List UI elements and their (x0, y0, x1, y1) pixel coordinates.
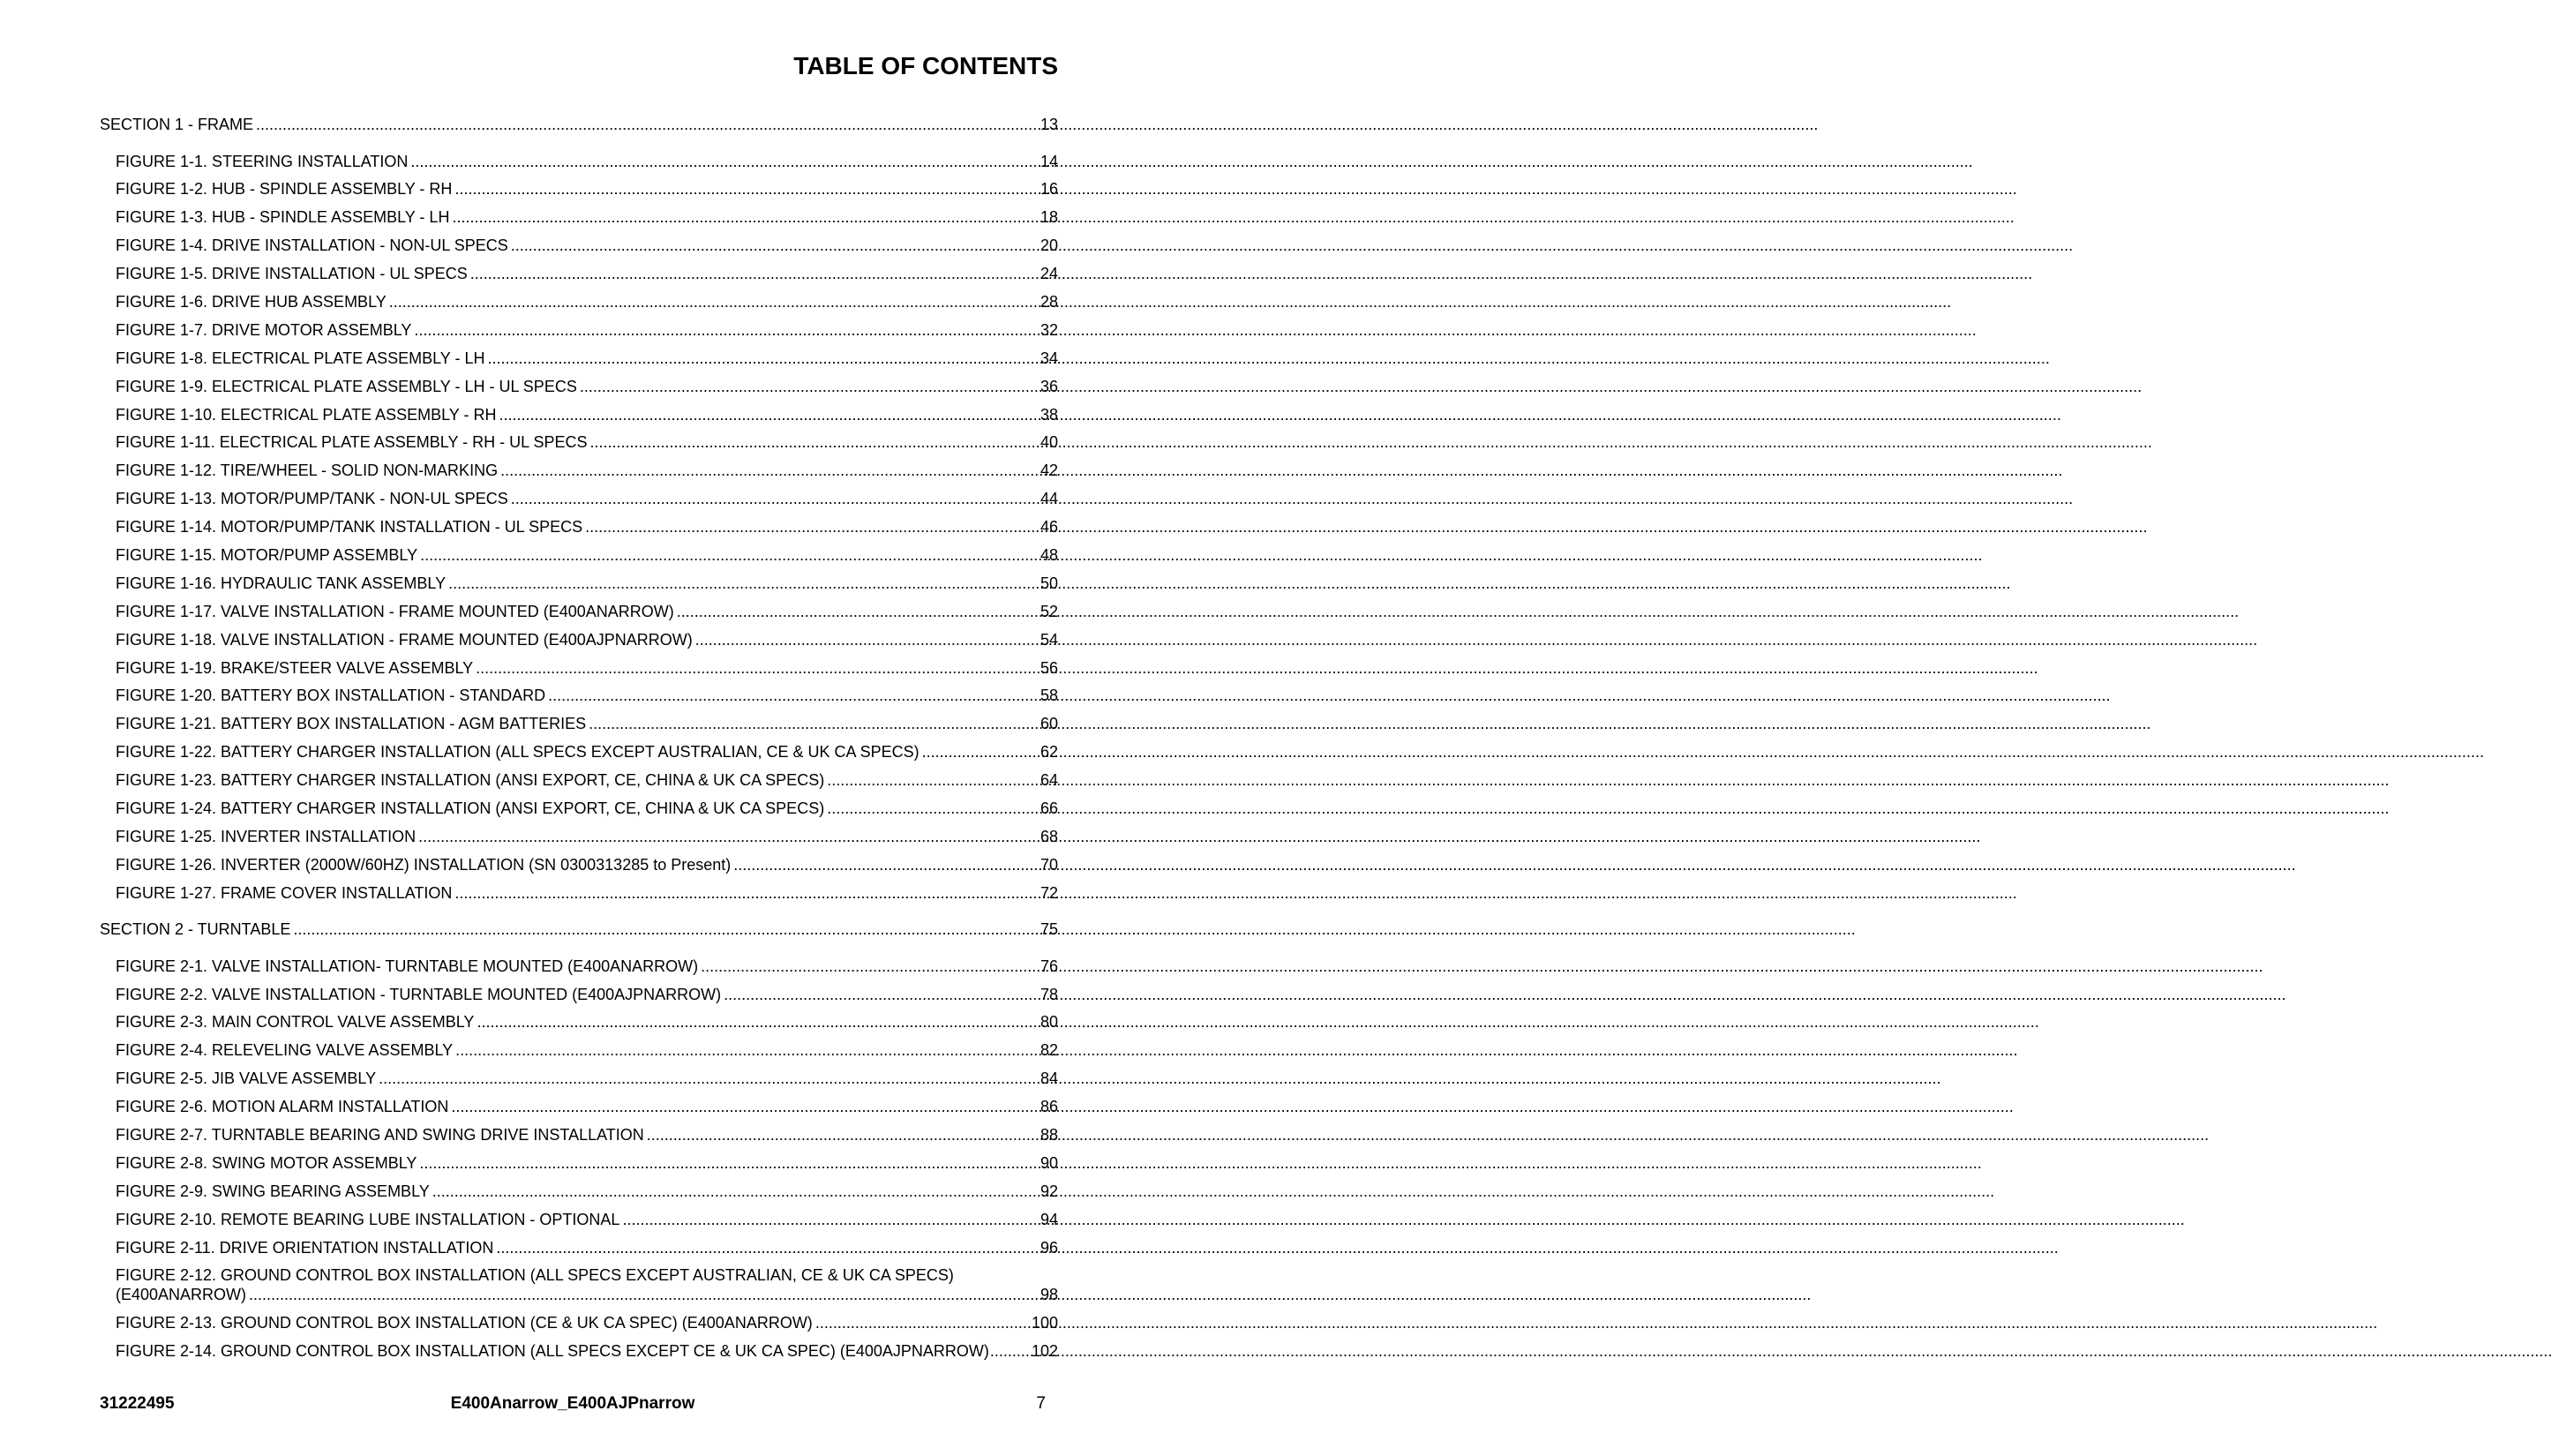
footer-page-number: 7 (1036, 1394, 1046, 1413)
toc-entry-title: FIGURE 1-13. MOTOR/PUMP/TANK - NON-UL SPECS (116, 490, 508, 508)
toc-dot-leader (487, 349, 1038, 368)
toc-dot-leader (580, 377, 1038, 396)
toc-entry-title: FIGURE 2-6. MOTION ALARM INSTALLATION (116, 1098, 449, 1116)
toc-entry-title: FIGURE 2-3. MAIN CONTROL VALVE ASSEMBLY (116, 1013, 475, 1032)
toc-dot-leader (451, 1097, 1038, 1116)
toc-dot-leader (454, 883, 1038, 903)
toc-dot-leader (452, 207, 1038, 227)
toc-entry-page: 54 (1040, 630, 1058, 649)
toc-entry-page: 102 (1031, 1342, 1058, 1361)
toc-entry-title: FIGURE 1-4. DRIVE INSTALLATION - NON-UL SPECS (116, 236, 508, 255)
toc-entry-title: FIGURE 2-9. SWING BEARING ASSEMBLY (116, 1182, 430, 1200)
toc-entry-title: FIGURE 1-14. MOTOR/PUMP/TANK INSTALLATION - UL SPECS (116, 518, 583, 537)
toc-figure-entry (116, 1210, 1058, 1229)
toc-entry-title: FIGURE 1-8. ELECTRICAL PLATE ASSEMBLY - LH (116, 349, 485, 367)
toc-figure-entry (116, 236, 1058, 255)
toc-figure-entry (116, 574, 1058, 593)
toc-entry-title: FIGURE 1-7. DRIVE MOTOR ASSEMBLY (116, 320, 412, 339)
toc-entry-page: 38 (1040, 405, 1058, 424)
toc-figure-entry (116, 714, 1058, 733)
toc-entry-page: 46 (1040, 518, 1058, 537)
toc-entry-page: 60 (1040, 715, 1058, 733)
toc-entry-page: 100 (1031, 1314, 1058, 1332)
toc-entry-title: FIGURE 1-26. INVERTER (2000W/60HZ) INSTALLATION (SN 0300313285 to Present) (116, 855, 732, 874)
toc-entry-page: 18 (1040, 208, 1058, 227)
toc-figure-entry (116, 957, 1058, 976)
toc-figure-entry (116, 1069, 1058, 1088)
toc-figure-entry (116, 377, 1058, 396)
toc-dot-leader (454, 179, 1038, 199)
toc-entry-page: 68 (1040, 827, 1058, 845)
toc-figure-entry (116, 883, 1058, 903)
toc-dot-leader (448, 574, 1038, 593)
toc-entry-title: FIGURE 2-11. DRIVE ORIENTATION INSTALLATION (116, 1238, 494, 1257)
toc-dot-leader (414, 320, 1038, 340)
page-title: TABLE OF CONTENTS (793, 52, 1058, 79)
toc-figure-entry (116, 1097, 1058, 1116)
toc-entry-title: FIGURE 1-1. STEERING INSTALLATION (116, 152, 409, 170)
toc-entry-title: FIGURE 1-16. HYDRAULIC TANK ASSEMBLY (116, 574, 447, 592)
toc-dot-leader (432, 1182, 1038, 1201)
toc-entry-page: 88 (1040, 1126, 1058, 1144)
toc-figure-entry (116, 742, 1058, 762)
toc-entry-page: 96 (1040, 1238, 1058, 1257)
toc-entry-page: 75 (1040, 920, 1058, 939)
toc-figure-entry (116, 1125, 1058, 1145)
toc-entry-page: 56 (1040, 658, 1058, 677)
toc-entry-page: 58 (1040, 687, 1058, 705)
toc-dot-leader (477, 1012, 1038, 1032)
toc-entry-page: 28 (1040, 292, 1058, 311)
toc-entry-page: 66 (1040, 799, 1058, 817)
toc-entry-title: FIGURE 2-10. REMOTE BEARING LUBE INSTALLATION - OPTIONAL (116, 1210, 620, 1228)
toc-dot-leader (500, 461, 1038, 480)
toc-dot-leader (677, 602, 1038, 621)
toc-entry-title: FIGURE 1-19. BRAKE/STEER VALVE ASSEMBLY (116, 658, 474, 677)
toc-entry-title: FIGURE 1-11. ELECTRICAL PLATE ASSEMBLY - RH - UL SPECS (116, 433, 588, 452)
toc-dot-leader (293, 919, 1038, 939)
toc-entry-title: FIGURE 1-21. BATTERY BOX INSTALLATION - AGM BATTERIES (116, 715, 587, 733)
table-of-contents (0, 115, 1125, 1370)
toc-dot-leader (455, 1040, 1038, 1060)
toc-dot-leader (695, 630, 1038, 649)
toc-entry-page: 20 (1040, 236, 1058, 255)
toc-dot-leader (815, 1313, 1029, 1332)
toc-figure-entry (116, 152, 1058, 171)
toc-entry-title: FIGURE 1-9. ELECTRICAL PLATE ASSEMBLY - LH - UL SPECS (116, 377, 577, 395)
toc-figure-entry (116, 855, 1058, 874)
toc-figure-entry (116, 432, 1058, 452)
toc-entry-page: 24 (1040, 265, 1058, 283)
toc-dot-leader (379, 1069, 1038, 1088)
toc-entry-title: FIGURE 1-23. BATTERY CHARGER INSTALLATION (ANSI EXPORT, CE, CHINA & UK CA SPECS) (116, 771, 825, 790)
toc-entry-page: 14 (1040, 152, 1058, 170)
toc-entry-page: 40 (1040, 433, 1058, 452)
toc-entry-page: 98 (1040, 1286, 1058, 1304)
toc-entry-page: 44 (1040, 490, 1058, 508)
toc-figure-entry (116, 489, 1058, 508)
toc-entry-page: 82 (1040, 1041, 1058, 1060)
toc-entry-title: FIGURE 1-6. DRIVE HUB ASSEMBLY (116, 292, 387, 311)
toc-entry-page: 50 (1040, 574, 1058, 592)
toc-figure-entry (116, 545, 1058, 565)
toc-entry-title: SECTION 2 - TURNTABLE (100, 920, 291, 939)
toc-figure-entry (116, 799, 1058, 818)
toc-entry-page: 84 (1040, 1069, 1058, 1088)
toc-figure-entry (116, 179, 1058, 199)
toc-dot-leader (990, 1341, 1031, 1361)
toc-figure-entry (116, 630, 1058, 649)
toc-dot-leader (470, 264, 1038, 283)
toc-entry-page: 36 (1040, 377, 1058, 395)
toc-dot-leader (496, 1238, 1038, 1257)
toc-dot-leader (647, 1125, 1038, 1145)
toc-entry-page: 86 (1040, 1098, 1058, 1116)
toc-entry-title: FIGURE 1-2. HUB - SPINDLE ASSEMBLY - RH (116, 180, 453, 199)
toc-dot-leader (701, 957, 1038, 976)
toc-entry-title: FIGURE 1-15. MOTOR/PUMP ASSEMBLY (116, 545, 418, 564)
toc-figure-entry (116, 770, 1058, 790)
toc-dot-leader (476, 658, 1038, 678)
toc-figure-entry (116, 686, 1058, 705)
toc-entry-page: 52 (1040, 602, 1058, 620)
toc-figure-entry (116, 349, 1058, 368)
toc-dot-leader (256, 115, 1038, 134)
toc-figure-entry (116, 827, 1058, 846)
toc-entry-title: FIGURE 2-2. VALVE INSTALLATION - TURNTABLE MOUNTED (E400AJPNARROW) (116, 985, 722, 1003)
toc-dot-leader (827, 770, 1038, 790)
toc-figure-entry (116, 1040, 1058, 1060)
toc-entry-title: FIGURE 1-27. FRAME COVER INSTALLATION (116, 883, 453, 902)
toc-entry-title: FIGURE 1-22. BATTERY CHARGER INSTALLATION (ALL SPECS EXCEPT AUSTRALIAN, CE & UK CA SPECS) (116, 743, 919, 762)
footer-doc-number: 31222495 (100, 1394, 175, 1413)
toc-entry-title: FIGURE 2-13. GROUND CONTROL BOX INSTALLATION (CE & UK CA SPEC) (E400ANARROW) (116, 1314, 813, 1332)
toc-entry-title: FIGURE 2-12. GROUND CONTROL BOX INSTALLATION (ALL SPECS EXCEPT AUSTRALIAN, CE & UK CA SPECS) (116, 1266, 954, 1285)
toc-figure-entry (116, 264, 1058, 283)
toc-entry-page: 42 (1040, 462, 1058, 480)
toc-entry-page: 90 (1040, 1153, 1058, 1172)
toc-figure-entry (116, 207, 1058, 227)
toc-dot-leader (499, 405, 1038, 424)
toc-figure-entry (116, 1238, 1058, 1257)
toc-entry-title: FIGURE 2-4. RELEVELING VALVE ASSEMBLY (116, 1041, 454, 1060)
toc-entry-page: 64 (1040, 771, 1058, 790)
toc-figure-entry (116, 1265, 1058, 1304)
toc-figure-entry (116, 405, 1058, 424)
toc-entry-title: FIGURE 1-3. HUB - SPINDLE ASSEMBLY - LH (116, 208, 450, 227)
toc-figure-entry (116, 658, 1058, 678)
toc-dot-leader (389, 292, 1038, 311)
footer-model: E400Anarrow_E400AJPnarrow (450, 1394, 695, 1413)
toc-entry-page: 92 (1040, 1182, 1058, 1200)
toc-dot-leader (827, 799, 1038, 818)
toc-dot-leader (733, 855, 1038, 874)
toc-entry-page: 70 (1040, 855, 1058, 874)
toc-entry-page: 32 (1040, 320, 1058, 339)
toc-entry-page: 62 (1040, 743, 1058, 762)
toc-entry-title: FIGURE 1-18. VALVE INSTALLATION - FRAME MOUNTED (E400AJPNARROW) (116, 630, 693, 649)
toc-entry-title: FIGURE 1-20. BATTERY BOX INSTALLATION - STANDARD (116, 687, 546, 705)
toc-entry-title: FIGURE 1-12. TIRE/WHEEL - SOLID NON-MARKING (116, 462, 499, 480)
toc-entry-title: FIGURE 2-8. SWING MOTOR ASSEMBLY (116, 1153, 417, 1172)
toc-entry-title: FIGURE 1-5. DRIVE INSTALLATION - UL SPECS (116, 265, 468, 283)
toc-entry-title: FIGURE 1-10. ELECTRICAL PLATE ASSEMBLY - RH (116, 405, 497, 424)
toc-figure-entry (116, 292, 1058, 311)
toc-entry-title: FIGURE 2-14. GROUND CONTROL BOX INSTALLATION (ALL SPECS EXCEPT CE & UK CA SPEC) (E400AJPNARROW) (116, 1342, 989, 1361)
toc-entry-page: 48 (1040, 545, 1058, 564)
toc-dot-leader (548, 686, 1038, 705)
toc-entry-title: FIGURE 2-1. VALVE INSTALLATION- TURNTABLE MOUNTED (E400ANARROW) (116, 957, 699, 975)
toc-entry-title: SECTION 1 - FRAME (100, 116, 254, 133)
toc-entry-page: 72 (1040, 883, 1058, 902)
toc-figure-entry (116, 602, 1058, 621)
toc-entry-page: 16 (1040, 180, 1058, 199)
toc-figure-entry (116, 320, 1058, 340)
toc-section-entry (100, 115, 1058, 134)
toc-entry-page: 94 (1040, 1210, 1058, 1228)
toc-figure-entry (116, 1153, 1058, 1173)
toc-entry-page: 76 (1040, 957, 1058, 975)
toc-entry-title: FIGURE 1-17. VALVE INSTALLATION - FRAME MOUNTED (E400ANARROW) (116, 602, 674, 620)
toc-dot-leader (922, 742, 1038, 762)
toc-dot-leader (418, 827, 1038, 846)
toc-dot-leader (410, 152, 1038, 171)
toc-dot-leader (511, 236, 1038, 255)
toc-dot-leader (590, 432, 1038, 452)
toc-dot-leader (589, 714, 1038, 733)
toc-figure-entry (116, 1182, 1058, 1201)
toc-section-entry (100, 919, 1058, 939)
toc-entry-page: 78 (1040, 985, 1058, 1003)
toc-figure-entry (116, 1012, 1058, 1032)
toc-figure-entry (116, 461, 1058, 480)
toc-dot-leader (724, 985, 1038, 1004)
toc-figure-entry (116, 985, 1058, 1004)
toc-entry-page: 13 (1040, 116, 1058, 133)
toc-entry-page: 34 (1040, 349, 1058, 367)
toc-figure-entry (116, 517, 1058, 537)
toc-dot-leader (585, 517, 1038, 537)
toc-dot-leader (511, 489, 1038, 508)
toc-dot-leader (622, 1210, 1038, 1229)
toc-entry-title: FIGURE 2-5. JIB VALVE ASSEMBLY (116, 1069, 377, 1088)
toc-entry-page: 80 (1040, 1013, 1058, 1032)
toc-dot-leader (419, 1153, 1038, 1173)
toc-figure-entry (116, 1313, 1058, 1332)
toc-entry-title: FIGURE 1-25. INVERTER INSTALLATION (116, 827, 417, 845)
toc-dot-leader (420, 545, 1038, 565)
toc-dot-leader (249, 1285, 1038, 1304)
toc-figure-entry (116, 1341, 1058, 1361)
toc-entry-title-continued: (E400ANARROW) (116, 1286, 247, 1304)
page-footer (100, 1394, 1046, 1415)
toc-entry-title: FIGURE 2-7. TURNTABLE BEARING AND SWING DRIVE INSTALLATION (116, 1126, 644, 1144)
toc-entry-title: FIGURE 1-24. BATTERY CHARGER INSTALLATION (ANSI EXPORT, CE, CHINA & UK CA SPECS) (116, 799, 825, 817)
